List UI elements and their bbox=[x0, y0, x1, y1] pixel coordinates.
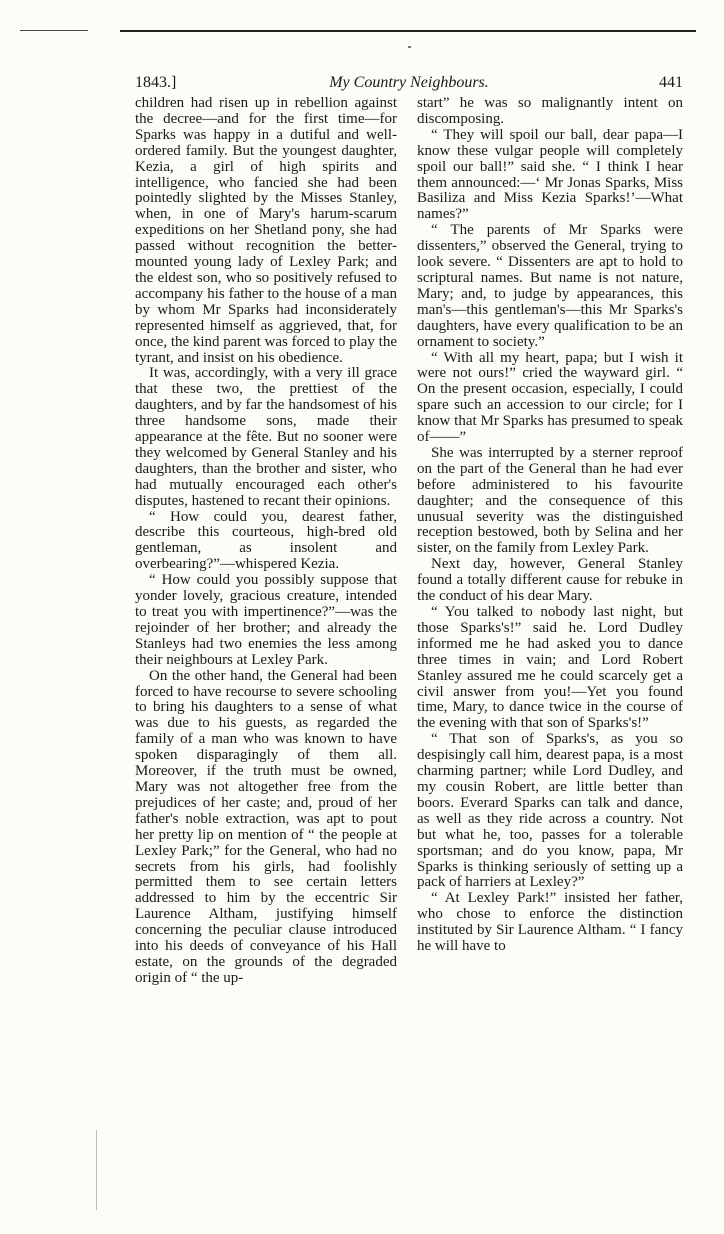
paragraph: “ The parents of Mr Sparks were dissenters,” observed the General, trying to look severe. “ Dissenters are apt to hold to scriptural names. But name is not nature, Mary; and, to judge by appearances, this man's—this gentleman's—this Mr Sparks's daughters, have every qualification to be an ornament to society.” bbox=[417, 222, 683, 350]
paragraph: “ You talked to nobody last night, but those Sparks's!” said he. Lord Dudley informed me he had asked you to dance three times in vain; and Lord Robert Stanley assured me he could scarcely get a civil answer from you!—Yet you found time, Mary, to dance twice in the course of the evening with that son of Sparks's!” bbox=[417, 604, 683, 732]
paragraph: “ They will spoil our ball, dear papa—I know these vulgar people will completely spoil our ball!” said she. “ I think I hear them announced:—‘ Mr Jonas Sparks, Miss Basiliza and Miss Kezia Sparks!’—What names?” bbox=[417, 126, 683, 223]
paragraph: “ At Lexley Park!” insisted her father, who chose to enforce the distinction instituted by Sir Laurence Altham. “ I fancy he will have to bbox=[417, 890, 683, 955]
page-number: 441 bbox=[659, 74, 683, 91]
paragraph: She was interrupted by a sterner reproof on the part of the General than he had ever before administered to his favourite daughter; and the consequence of this unusual severity was the distinguished reception bestowed, both by Selina and her sister, on the family from Lexley Park. bbox=[417, 444, 683, 557]
paragraph: “ That son of Sparks's, as you so despisingly call him, dearest papa, is a most charming partner; while Lord Dudley, and my cousin Robert, are little better than boors. Everard Sparks can talk and dance, as well as they ride across a country. Not but what he, too, passes for a tolerable sportsman; and do you know, papa, Mr Sparks is thinking seriously of setting up a pack of harriers at Lexley?” bbox=[417, 731, 683, 891]
top-rule-short bbox=[20, 30, 88, 31]
paragraph: On the other hand, the General had been forced to have recourse to severe schooling to bring his daughters to a sense of what was due to his guests, as regarded the family of a man who was known to have spoken disparagingly of them all. Moreover, if the truth must be owned, Mary was not altogether free from the prejudices of her caste; and, proud of her father's noble extraction, was apt to pout her pretty lip on mention of “ the people at Lexley Park;” for the General, who had no secrets from his girls, had foolishly permitted them to see certain letters addressed to him by the eccentric Sir Laurence Altham, justifying himself concerning the peculiar clause introduced into his deeds of conveyance of his Hall estate, on the grounds of the degraded origin of “ the up- bbox=[135, 667, 397, 986]
left-column bbox=[135, 96, 397, 987]
paragraph: “ How could you possibly suppose that yonder lovely, gracious creature, intended to treat you with impertinence?”—was the rejoinder of her brother; and already the Stanleys had two enemies the less among their neighbours at Lexley Park. bbox=[135, 572, 397, 668]
paragraph: children had risen up in rebellion against the decree—and for the first time—for Sparks was happy in a dutiful and well-ordered family. But the youngest daughter, Kezia, a girl of high spirits and intelligence, who fancied she had been pointedly slighted by the Misses Stanley, when, in one of Mary's harum-scarum expeditions on her Shetland pony, she had passed without recognition the better-mounted young lady of Lexley Park; and the eldest son, who so positively refused to accompany his father to the house of a man by whom Mr Sparks had inconsiderately represented himself as aggrieved, that, for once, the kind parent was forced to play the tyrant, and insist on his obedience. bbox=[135, 95, 397, 366]
top-rule bbox=[120, 30, 696, 32]
paragraph: start” he was so malignantly intent on discomposing. bbox=[417, 95, 683, 127]
paragraph: It was, accordingly, with a very ill grace that these two, the prettiest of the daughters, and by far the handsomest of his three handsome sons, made their appearance at the fête. But no sooner were they welcomed by General Stanley and his daughters, than the brother and sister, who had mutually encouraged each other's disputes, hastened to recant their opinions. bbox=[135, 365, 397, 509]
right-column bbox=[417, 96, 683, 955]
print-speck bbox=[408, 46, 411, 48]
paragraph: “ How could you, dearest father, describe this courteous, high-bred old gentleman, as insolent and overbearing?”—whispered Kezia. bbox=[135, 508, 397, 573]
paragraph: Next day, however, General Stanley found a totally different cause for rebuke in the conduct of his dear Mary. bbox=[417, 556, 683, 605]
header-year: 1843.] bbox=[135, 74, 177, 91]
header-title: My Country Neighbours. bbox=[329, 74, 489, 91]
paragraph: “ With all my heart, papa; but I wish it were not ours!” cried the wayward girl. “ On the present occasion, especially, I could spare such an accession to our circle; for I know that Mr Sparks has presumed to speak of——” bbox=[417, 349, 683, 446]
gutter-mark bbox=[96, 1130, 97, 1210]
